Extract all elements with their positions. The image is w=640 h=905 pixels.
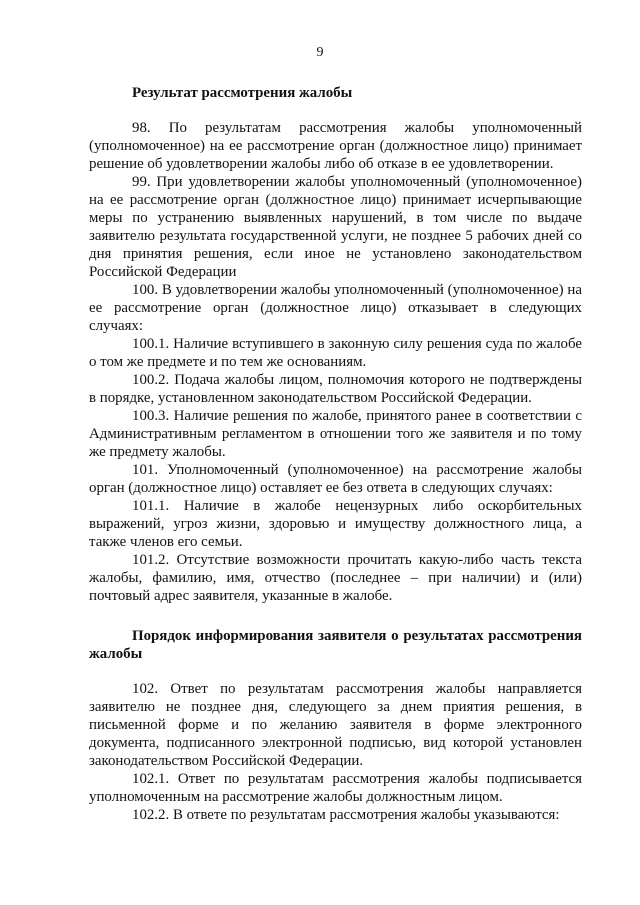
paragraph-101: 101. Уполномоченный (уполномоченное) на рассмотрение жалобы орган (должностное лицо) оставляет ее без ответа в следующих случаях: xyxy=(89,462,582,496)
paragraph-98: 98. По результатам рассмотрения жалобы уполномоченный (уполномоченное) на ее рассмотрение орган (должностное лицо) принимает решение об удовлетворении жалобы либо об отказе в ее удовлетворении. xyxy=(89,120,582,172)
section-heading-informing-applicant: Порядок информирования заявителя о результатах рассмотрения жалобы xyxy=(89,628,582,662)
paragraph-100-2: 100.2. Подача жалобы лицом, полномочия которого не подтверждены в порядке, установленном законодательством Российской Федерации. xyxy=(89,372,582,406)
page-number: 9 xyxy=(316,45,324,60)
paragraph-101-1: 101.1. Наличие в жалобе нецензурных либо оскорбительных выражений, угроз жизни, здоровью и имуществу должностного лица, а также членов его семьи. xyxy=(89,498,582,550)
paragraph-100-1: 100.1. Наличие вступившего в законную силу решения суда по жалобе о том же предмете и по тем же основаниям. xyxy=(89,336,582,370)
section-heading-complaint-result: Результат рассмотрения жалобы xyxy=(132,85,353,101)
paragraph-101-2: 101.2. Отсутствие возможности прочитать какую-либо часть текста жалобы, фамилию, имя, отчество (последнее – при наличии) и (или) почтовый адрес заявителя, указанные в жалобе. xyxy=(89,552,582,604)
paragraph-102: 102. Ответ по результатам рассмотрения жалобы направляется заявителю не позднее дня, следующего за днем приятия решения, в письменной форме и по желанию заявителя в форме электронного документа, подписанного электронной подписью, вид которой установлен законодательством Российской Федерации. xyxy=(89,681,582,769)
paragraph-102-2: 102.2. В ответе по результатам рассмотрения жалобы указываются: xyxy=(132,807,560,823)
paragraph-100: 100. В удовлетворении жалобы уполномоченный (уполномоченное) на ее рассмотрение орган (должностное лицо) отказывает в следующих случаях: xyxy=(89,282,582,334)
paragraph-99: 99. При удовлетворении жалобы уполномоченный (уполномоченное) на ее рассмотрение орган (должностное лицо) принимает исчерпывающие меры по устранению выявленных нарушений, в том числе по выдаче заявителю результата государственной услуги, не позднее 5 рабочих дней со дня принятия решения, если иное не установлено законодательством Российской Федерации xyxy=(89,174,582,280)
document-body xyxy=(89,84,582,824)
paragraph-100-3: 100.3. Наличие решения по жалобе, принятого ранее в соответствии с Административным регламентом в отношении того же заявителя и по тому же предмету жалобы. xyxy=(89,408,582,460)
paragraph-102-1: 102.1. Ответ по результатам рассмотрения жалобы подписывается уполномоченным на рассмотрение жалобы должностным лицом. xyxy=(89,771,582,805)
